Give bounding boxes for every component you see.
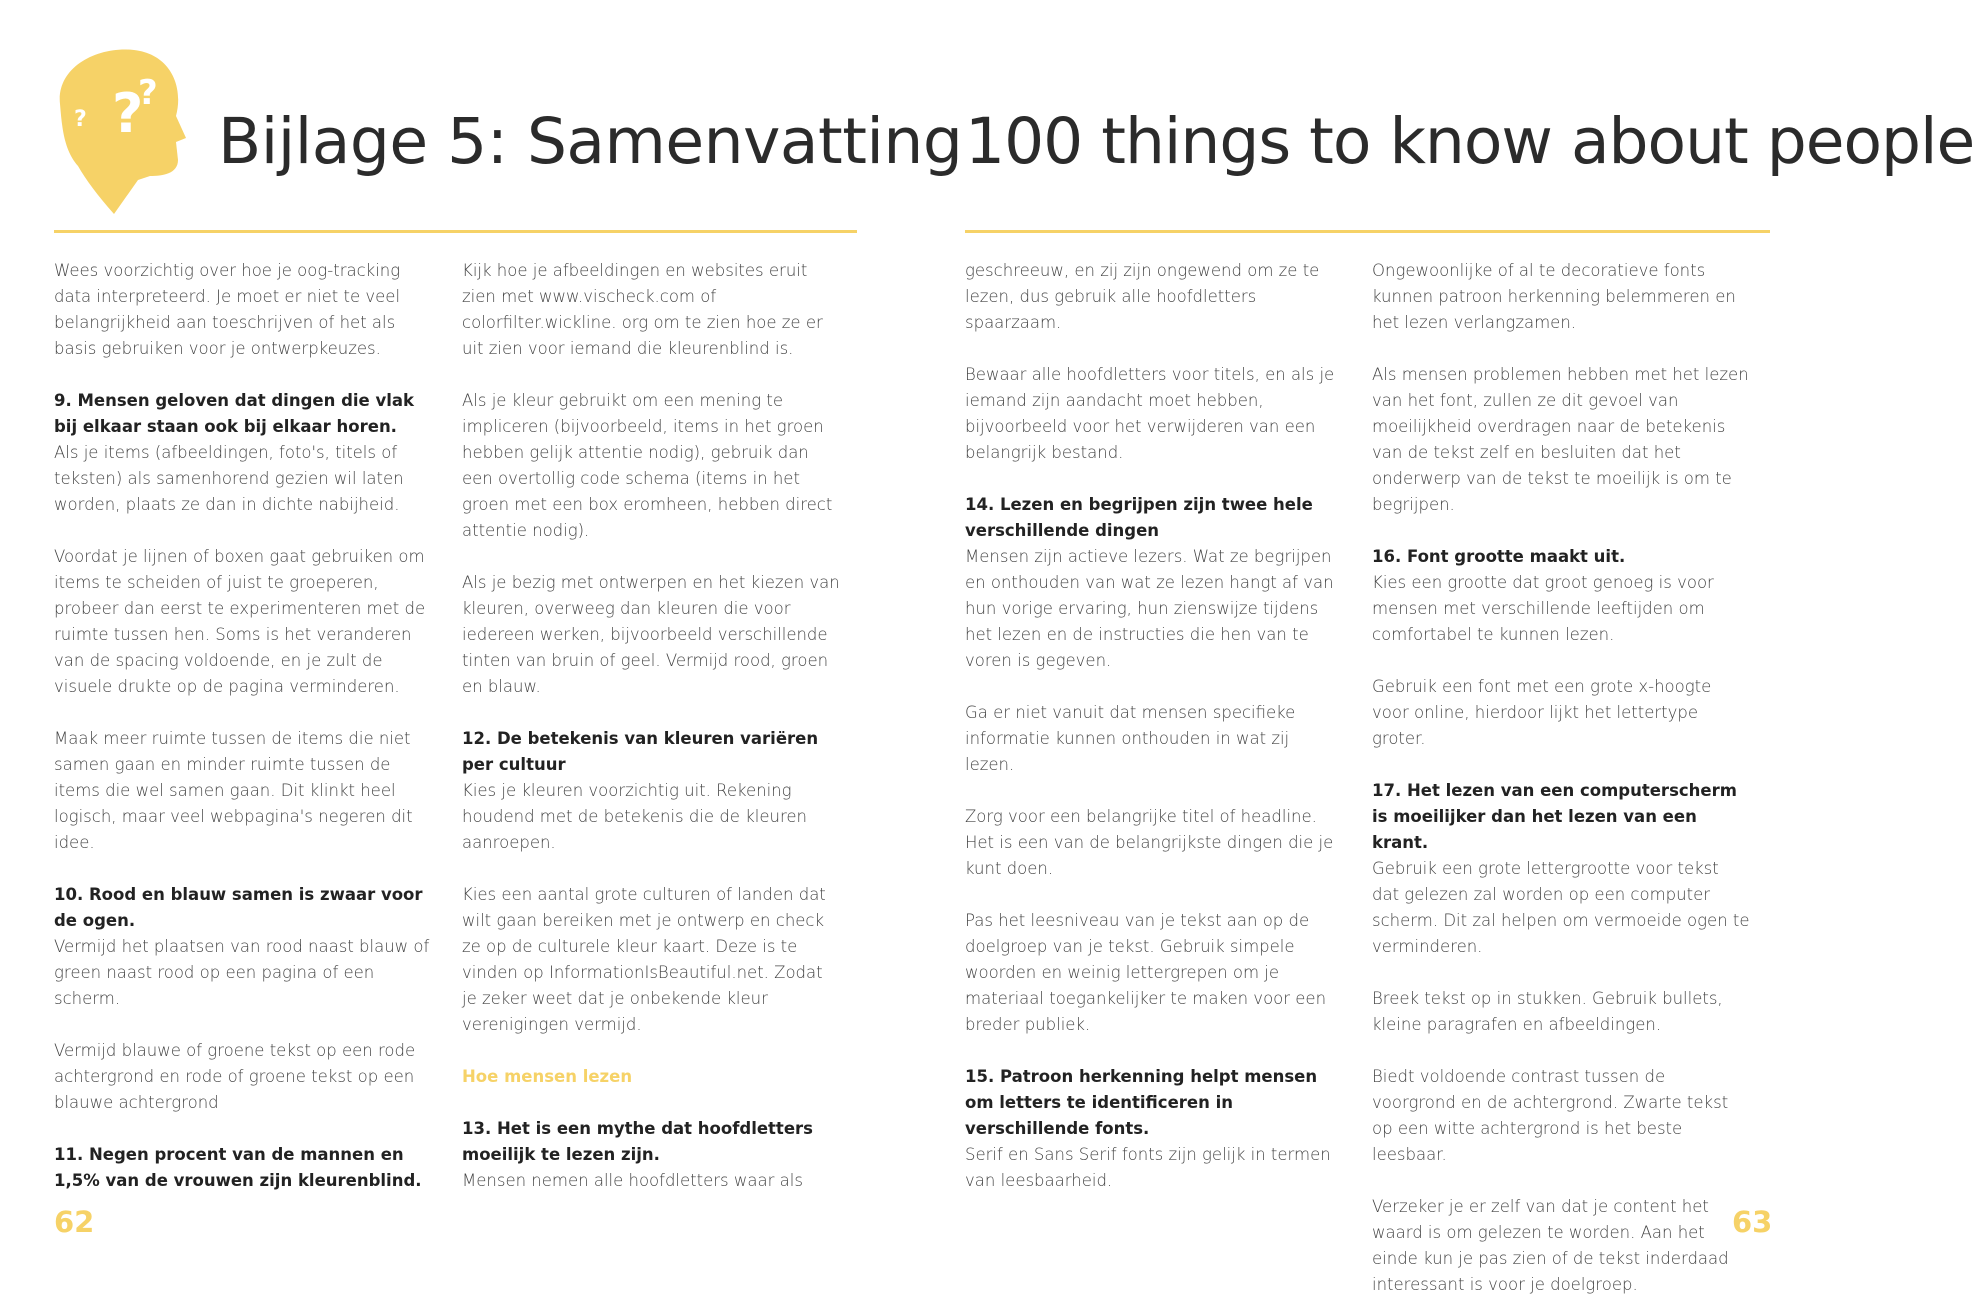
paragraph: Wees voorzichtig over hoe je oog-tracking data interpreteerd. Je moet er niet te veel belangrijkheid aan toeschrijven of het als basis gebruiken voor je ontwerpkeuzes.: [54, 261, 401, 358]
paragraph: Kies een aantal grote culturen of landen dat wilt gaan bereiken met je ontwerp en check ze op de culturele kleur kaart. Deze is te vinden op InformationIsBeautiful.net. Zodat je zeker weet dat je onbekende kleur verenigingen vermijd.: [462, 885, 826, 1034]
divider-right: [965, 230, 1770, 233]
paragraph: Gebruik een grote lettergrootte voor tekst dat gelezen zal worden op een computer scherm. Dit zal helpen om vermoeide ogen te verminderen.: [1372, 859, 1750, 956]
paragraph: Maak meer ruimte tussen de items die niet samen gaan en minder ruimte tussen de items die wel samen gaan. Dit klinkt heel logisch, maar veel webpagina's negeren dit idee.: [54, 729, 413, 852]
svg-text:?: ?: [112, 82, 144, 145]
paragraph: geschreeuw, en zij zijn ongewend om ze te lezen, dus gebruik alle hoofdletters spaarzaam.: [965, 261, 1320, 332]
paragraph: Ga er niet vanuit dat mensen specifieke informatie kunnen onthouden in wat zij lezen.: [965, 703, 1296, 774]
section-heading-13: 13. Het is een mythe dat hoofdletters moeilijk te lezen zijn.: [462, 1119, 813, 1164]
paragraph: Biedt voldoende contrast tussen de voorgrond en de achtergrond. Zwarte tekst op een witte achtergrond is het beste leesbaar.: [1372, 1067, 1729, 1164]
column-2: [462, 258, 840, 1194]
paragraph: Bewaar alle hoofdletters voor titels, en als je iemand zijn aandacht moet hebben, bijvoorbeeld voor het verwijderen van een belangrijk bestand.: [965, 365, 1335, 462]
paragraph: Pas het leesniveau van je tekst aan op de doelgroep van je tekst. Gebruik simpele woorden en weinig lettergrepen om je materiaal toegankelijker te maken voor een breder publiek.: [965, 911, 1327, 1034]
paragraph: Als je bezig met ontwerpen en het kiezen van kleuren, overweeg dan kleuren die voor iedereen werken, bijvoorbeeld verschillende tinten van bruin of geel. Vermijd rood, groen en blauw.: [462, 573, 840, 696]
svg-text:?: ?: [74, 107, 87, 132]
page-title-left: Bijlage 5: Samenvatting: [218, 105, 963, 178]
paragraph: Als mensen problemen hebben met het lezen van het font, zullen ze dit gevoel van moeilijkheid overdragen naar de betekenis van de tekst zelf en besluiten dat het onderwerp van de tekst te moeilijk is om te begrijpen.: [1372, 365, 1749, 514]
section-heading-14: 14. Lezen en begrijpen zijn twee hele verschillende dingen: [965, 495, 1313, 540]
section-heading-12: 12. De betekenis van kleuren variëren per cultuur: [462, 729, 819, 774]
section-heading-15: 15. Patroon herkenning helpt mensen om letters te identificeren in verschillende fonts.: [965, 1067, 1318, 1138]
question-head-icon: [52, 46, 182, 216]
page-title-right: 100 things to know about people: [965, 105, 1974, 178]
paragraph: Breek tekst op in stukken. Gebruik bullets, kleine paragrafen en afbeeldingen.: [1372, 989, 1723, 1034]
subsection-title: Hoe mensen lezen: [462, 1067, 633, 1086]
section-heading-10: 10. Rood en blauw samen is zwaar voor de ogen.: [54, 885, 423, 930]
section-heading-11: 11. Negen procent van de mannen en 1,5% van de vrouwen zijn kleurenblind.: [54, 1145, 422, 1190]
svg-text:?: ?: [138, 73, 158, 113]
paragraph: Voordat je lijnen of boxen gaat gebruiken om items te scheiden of juist te groeperen, probeer dan eerst te experimenteren met de ruimte tussen hen. Soms is het veranderen van de spacing voldoende, en je zult de visuele drukte op de pagina verminderen.: [54, 547, 426, 696]
divider-left: [54, 230, 857, 233]
section-heading-16: 16. Font grootte maakt uit.: [1372, 547, 1626, 566]
paragraph: Kies je kleuren voorzichtig uit. Rekening houdend met de betekenis die de kleuren aanroepen.: [462, 781, 807, 852]
paragraph: Kijk hoe je afbeeldingen en websites eruit zien met www.vischeck.com of colorfilter.wickline. org om te zien hoe ze er uit zien voor iemand die kleurenblind is.: [462, 261, 823, 358]
paragraph: Vermijd blauwe of groene tekst op een rode achtergrond en rode of groene tekst op een blauwe achtergrond: [54, 1041, 416, 1112]
section-heading-9: 9. Mensen geloven dat dingen die vlak bij elkaar staan ook bij elkaar horen.: [54, 391, 414, 436]
column-3: [965, 258, 1343, 1194]
paragraph: Mensen zijn actieve lezers. Wat ze begrijpen en onthouden van wat ze lezen hangt af van hun vorige ervaring, hun zienswijze tijdens het lezen en de instructies die hen van te voren is gegeven.: [965, 547, 1334, 670]
paragraph: Verzeker je er zelf van dat je content het waard is om gelezen te worden. Aan het einde kun je pas zien of de tekst inderdaad interessant is voor je doelgroep.: [1372, 1197, 1729, 1294]
paragraph: Serif en Sans Serif fonts zijn gelijk in termen van leesbaarheid.: [965, 1145, 1331, 1190]
paragraph: Vermijd het plaatsen van rood naast blauw of green naast rood op een pagina of een scherm.: [54, 937, 430, 1008]
page-number-right: 63: [1732, 1205, 1773, 1239]
page-number-left: 62: [54, 1205, 95, 1239]
paragraph: Als je kleur gebruikt om een mening te impliceren (bijvoorbeeld, items in het groen hebben gelijk attentie nodig), gebruik dan een overtollig code schema (items in het groen met een box eromheen, hebben direct attentie nodig).: [462, 391, 833, 540]
section-heading-17: 17. Het lezen van een computerscherm is moeilijker dan het lezen van een krant.: [1372, 781, 1737, 852]
column-4: [1372, 258, 1750, 1298]
paragraph: Zorg voor een belangrijke titel of headline. Het is een van de belangrijkste dingen die je kunt doen.: [965, 807, 1334, 878]
paragraph: Ongewoonlijke of al te decoratieve fonts kunnen patroon herkenning belemmeren en het lezen verlangzamen.: [1372, 261, 1736, 332]
paragraph: Kies een grootte dat groot genoeg is voor mensen met verschillende leeftijden om comfortabel te kunnen lezen.: [1372, 573, 1714, 644]
column-1: [54, 258, 432, 1194]
paragraph: Als je items (afbeeldingen, foto's, titels of teksten) als samenhorend gezien wil laten worden, plaats ze dan in dichte nabijheid.: [54, 443, 404, 514]
paragraph: Gebruik een font met een grote x-hoogte voor online, hierdoor lijkt het lettertype groter.: [1372, 677, 1712, 748]
paragraph: Mensen nemen alle hoofdletters waar als: [462, 1171, 803, 1190]
